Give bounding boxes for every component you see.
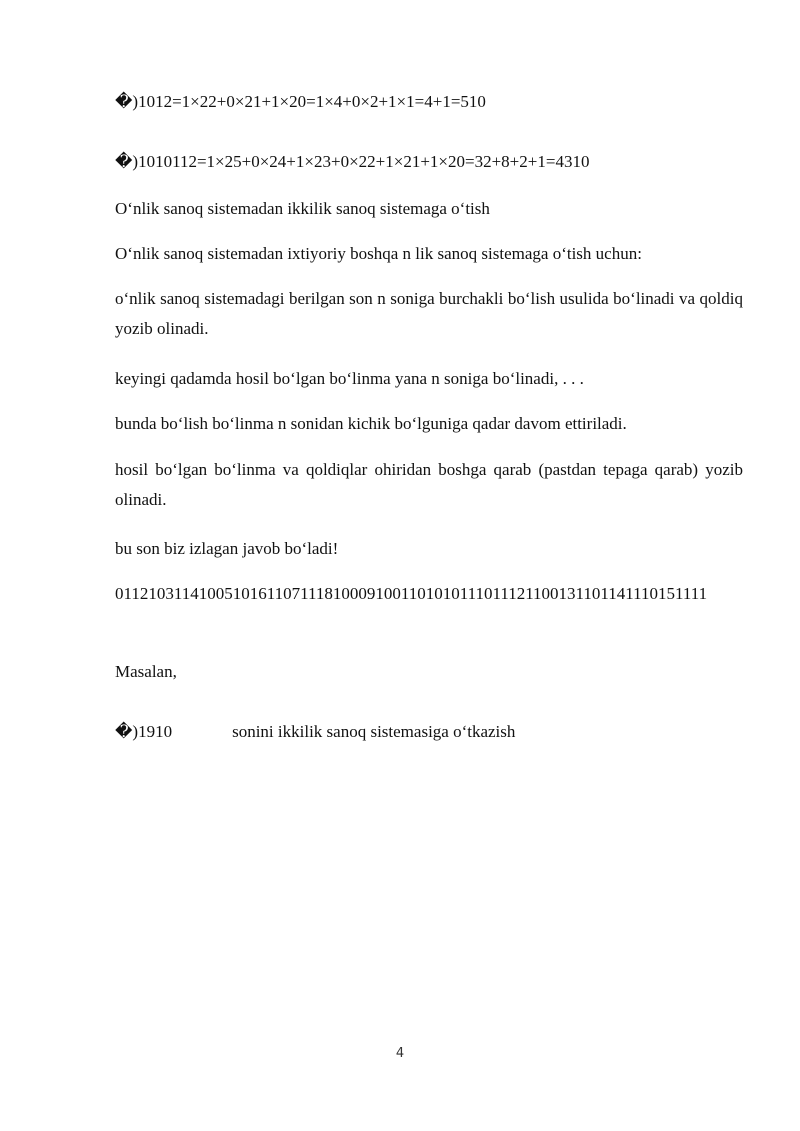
example-text: sonini ikkilik sanoq sistemasiga o‘tkazish <box>232 722 516 741</box>
formula-line-2: �)1010112=1×25+0×24+1×23+0×22+1×21+1×20=32+8+2+1=4310 <box>115 152 590 171</box>
example-line <box>115 717 743 747</box>
binary-digit-table: 0112103114100510161107111810009100110101011101112110013110114111015​1111 <box>115 584 708 603</box>
example-label: Masalan, <box>115 662 177 681</box>
step-paragraph-5: bu son biz izlagan javob bo‘ladi! <box>115 539 339 558</box>
step-paragraph-4: hosil bo‘lgan bo‘linma va qoldiqlar ohiridan boshga qarab (pastdan tepaga qarab) yozib olinadi. <box>115 460 743 509</box>
section-heading: O‘nlik sanoq sistemadan ikkilik sanoq sistemaga o‘tish <box>115 199 490 218</box>
formula-line-1: �)1012=1×22+0×21+1×20=1×4+0×2+1×1=4+1=510 <box>115 92 486 111</box>
step-paragraph-2: keyingi qadamda hosil bo‘lgan bo‘linma yana n soniga bo‘linadi, . . . <box>115 369 584 388</box>
intro-paragraph: O‘nlik sanoq sistemadan ixtiyoriy boshqa n lik sanoq sistemaga o‘tish uchun: <box>115 244 642 263</box>
step-paragraph-3: bunda bo‘lish bo‘linma n sonidan kichik bo‘lguniga qadar davom ettiriladi. <box>115 414 627 433</box>
example-number: �)1910 <box>115 722 173 741</box>
page-number: 4 <box>395 1046 405 1061</box>
step-paragraph-1: o‘nlik sanoq sistemadagi berilgan son n soniga burchakli bo‘lish usulida bo‘linadi va qoldiq yozib olinadi. <box>115 289 743 338</box>
